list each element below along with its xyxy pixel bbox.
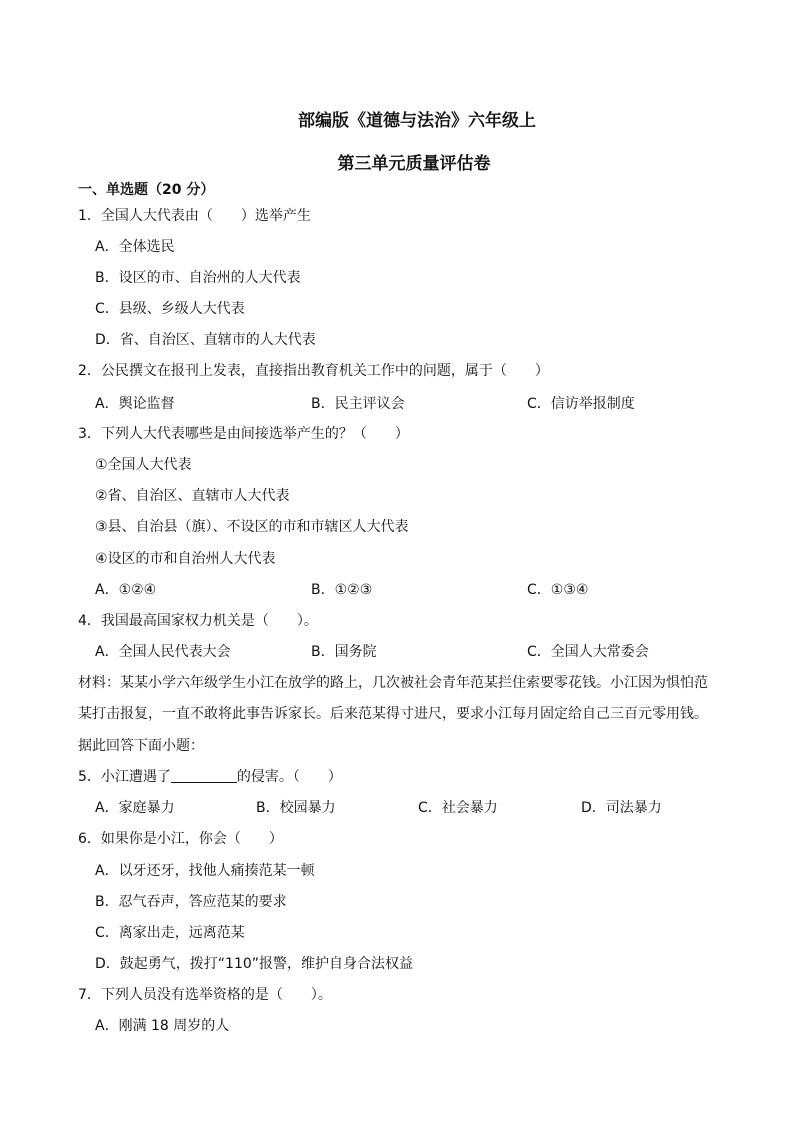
material-line-2: 某打击报复，一直不敢将此事告诉家长。后来范某得寸进尺，要求小江每月固定给自己三百元零用钱。: [78, 706, 708, 722]
question-5-option-c: C．社会暴力: [418, 800, 498, 816]
question-2-option-a: A．舆论监督: [95, 396, 175, 412]
question-4-stem: 4．我国最高国家权力机关是（ ）。: [78, 613, 318, 629]
question-6-option-b: B．忍气吞声，答应范某的要求: [95, 894, 287, 910]
question-7-option-a: A．刚满 18 周岁的人: [95, 1018, 230, 1034]
material-line-1: 材料：某某小学六年级学生小江在放学的路上，几次被社会青年范某拦住索要零花钱。小江因为惧怕范: [78, 675, 708, 691]
question-5-stem-prefix: 5．小江遭遇了: [78, 769, 171, 785]
question-5-option-b: B．校园暴力: [256, 800, 336, 816]
question-1-option-a: A．全体选民: [95, 239, 175, 255]
question-5-option-a: A．家庭暴力: [95, 800, 175, 816]
question-2-option-b: B．民主评议会: [311, 396, 405, 412]
question-2-stem: 2．公民撰文在报刊上发表，直接指出教育机关工作中的问题，属于（ ）: [78, 363, 549, 379]
material-line-3: 据此回答下面小题：: [78, 738, 204, 754]
question-1-option-d: D．省、自治区、直辖市的人大代表: [95, 332, 316, 348]
question-3-item-3: ③县、自治县（旗）、不设区的市和市辖区人大代表: [95, 519, 409, 535]
question-3-item-2: ②省、自治区、直辖市人大代表: [95, 488, 290, 504]
question-4-option-b: B．国务院: [311, 644, 377, 660]
section-heading: 一、单选题（20 分）: [78, 182, 215, 198]
question-1-stem: 1．全国人大代表由（ ）选举产生: [78, 208, 311, 224]
question-3-item-4: ④设区的市和自治州人大代表: [95, 551, 276, 567]
question-3-option-a: A．①②④: [95, 582, 157, 598]
question-3-stem: 3．下列人大代表哪些是由间接选举产生的？（ ）: [78, 426, 409, 442]
page-title: 部编版《道德与法治》六年级上: [298, 111, 536, 131]
question-6-option-c: C．离家出走，远离范某: [95, 925, 245, 941]
question-3-item-1: ①全国人大代表: [95, 457, 192, 473]
question-5-stem-suffix: 的侵害。（ ）: [236, 769, 342, 785]
question-6-stem: 6．如果你是小江，你会（ ）: [78, 831, 283, 847]
question-3-option-c: C．①③④: [527, 582, 589, 598]
question-5-stem: [78, 768, 342, 786]
question-1-option-c: C．县级、乡级人大代表: [95, 301, 245, 317]
question-6-option-d: D．鼓起勇气，拨打“110”报警，维护自身合法权益: [95, 956, 414, 972]
question-2-option-c: C．信访举报制度: [527, 396, 635, 412]
answer-blank: [171, 768, 237, 783]
question-7-stem: 7．下列人员没有选举资格的是（ ）。: [78, 987, 332, 1003]
question-6-option-a: A．以牙还牙，找他人痛揍范某一顿: [95, 863, 315, 879]
question-4-option-c: C．全国人大常委会: [527, 644, 649, 660]
question-5-option-d: D．司法暴力: [581, 800, 662, 816]
question-4-option-a: A．全国人民代表大会: [95, 644, 231, 660]
page-subtitle: 第三单元质量评估卷: [337, 154, 491, 174]
question-1-option-b: B．设区的市、自治州的人大代表: [95, 270, 301, 286]
question-3-option-b: B．①②③: [311, 582, 373, 598]
